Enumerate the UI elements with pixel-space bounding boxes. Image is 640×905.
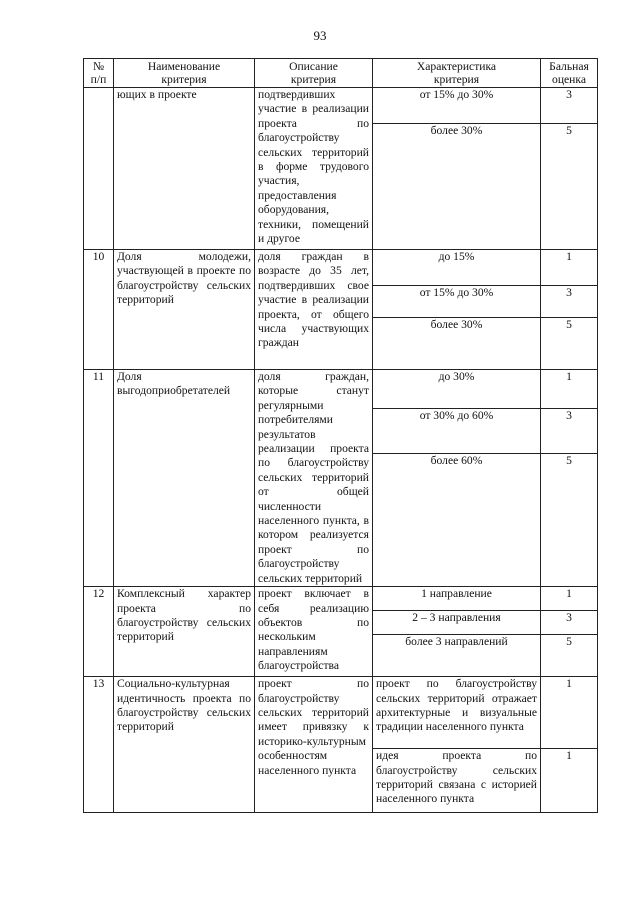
criterion-characteristic: более 30% xyxy=(373,318,541,370)
criterion-score: 1 xyxy=(541,749,598,813)
criterion-characteristic: 2 – 3 направления xyxy=(373,611,541,635)
criterion-score: 1 xyxy=(541,250,598,286)
criterion-score: 5 xyxy=(541,318,598,370)
table-row xyxy=(84,250,598,286)
page-number: 93 xyxy=(313,28,327,43)
header-description: Описание критерия xyxy=(255,59,373,88)
criterion-name: Доля выгодоприобретателей xyxy=(114,370,255,587)
criterion-score: 1 xyxy=(541,677,598,749)
header-characteristic: Характеристика критерия xyxy=(373,59,541,88)
criterion-description: доля граждан, которые станут регулярными потребителями результатов реализации проекта по благоустройству сельских территорий от общей численности населенного пункта, в котором реализуется проект по благоустройству сельских территорий xyxy=(255,370,373,587)
criterion-score: 5 xyxy=(541,124,598,250)
criterion-characteristic: от 15% до 30% xyxy=(373,286,541,318)
header-num: № п/п xyxy=(84,59,114,88)
criterion-characteristic: до 15% xyxy=(373,250,541,286)
header-score: Бальная оценка xyxy=(541,59,598,88)
criterion-score: 3 xyxy=(541,408,598,453)
criterion-number: 10 xyxy=(84,250,114,370)
criterion-description: подтвердивших участие в реализации проекта по благоустройству сельских территорий в форме трудового участия, предоставления оборудования, техники, помещений и другое xyxy=(255,88,373,250)
criterion-score: 1 xyxy=(541,587,598,611)
criterion-characteristic: идея проекта по благоустройству сельских территорий связана с историей населенного пункта xyxy=(373,749,541,813)
criterion-characteristic: проект по благоустройству сельских территорий отражает архитектурные и визуальные традиции населенного пункта xyxy=(373,677,541,749)
criterion-characteristic: от 15% до 30% xyxy=(373,88,541,124)
criterion-name: Доля молодежи, участвующей в проекте по благоустройству сельских территорий xyxy=(114,250,255,370)
criterion-score: 5 xyxy=(541,453,598,586)
criterion-name: Социально-культурная идентичность проекта по благоустройству сельских территорий xyxy=(114,677,255,813)
criterion-score: 3 xyxy=(541,88,598,124)
criterion-score: 3 xyxy=(541,611,598,635)
table-row xyxy=(84,88,598,124)
criterion-characteristic: более 30% xyxy=(373,124,541,250)
table-row xyxy=(84,587,598,611)
table-header-row xyxy=(84,59,598,88)
criterion-name: Комплексный характер проекта по благоустройству сельских территорий xyxy=(114,587,255,677)
criterion-characteristic: 1 направление xyxy=(373,587,541,611)
criterion-score: 1 xyxy=(541,370,598,409)
header-name: Наименование критерия xyxy=(114,59,255,88)
criterion-score: 5 xyxy=(541,635,598,677)
criterion-characteristic: более 60% xyxy=(373,453,541,586)
table-row xyxy=(84,370,598,409)
criterion-characteristic: до 30% xyxy=(373,370,541,409)
criterion-description: доля граждан в возрасте до 35 лет, подтвердивших свое участие в реализации проекта, от общего числа участвующих граждан xyxy=(255,250,373,370)
criterion-name: ющих в проекте xyxy=(114,88,255,250)
criterion-number: 13 xyxy=(84,677,114,813)
criterion-characteristic: более 3 направлений xyxy=(373,635,541,677)
criterion-description: проект включает в себя реализацию объектов по нескольким направлениям благоустройства xyxy=(255,587,373,677)
criterion-number: 12 xyxy=(84,587,114,677)
criterion-number xyxy=(84,88,114,250)
table-row xyxy=(84,677,598,749)
criteria-table xyxy=(83,58,598,813)
criterion-number: 11 xyxy=(84,370,114,587)
criterion-description: проект по благоустройству сельских территорий имеет привязку к историко-культурным особенностям населенного пункта xyxy=(255,677,373,813)
criterion-characteristic: от 30% до 60% xyxy=(373,408,541,453)
criterion-score: 3 xyxy=(541,286,598,318)
